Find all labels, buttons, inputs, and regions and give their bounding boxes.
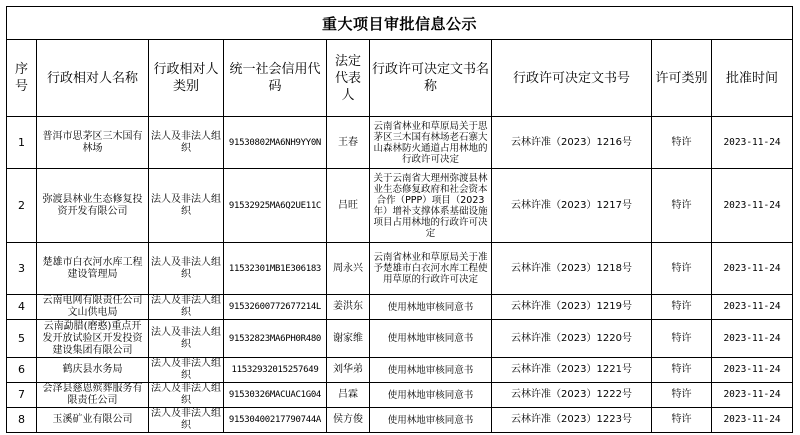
cell-category: 法人及非法人组织 — [149, 117, 224, 169]
table-row — [7, 117, 793, 169]
cell-name: 会泽县慈恩殡葬服务有限责任公司 — [37, 383, 149, 408]
cell-legal-rep: 刘华弟 — [327, 358, 370, 383]
table-row — [7, 169, 793, 243]
cell-index: 6 — [7, 358, 37, 383]
cell-credit-code: 91532600772677214L — [224, 295, 327, 320]
cell-name: 鹤庆县水务局 — [37, 358, 149, 383]
table-row — [7, 358, 793, 383]
cell-credit-code: 91530326MACUAC1G04 — [224, 383, 327, 408]
cell-permit-type: 特许 — [652, 117, 712, 169]
cell-credit-code: 91530400217790744A — [224, 408, 327, 433]
cell-index: 3 — [7, 243, 37, 295]
cell-doc-number: 云林许准（2023）1217号 — [492, 169, 652, 243]
cell-doc-number: 云林许准（2023）1219号 — [492, 295, 652, 320]
cell-permit-type: 特许 — [652, 408, 712, 433]
cell-legal-rep: 周永兴 — [327, 243, 370, 295]
cell-index: 1 — [7, 117, 37, 169]
cell-doc-name: 关于云南省大理州弥渡县林业生态修复政府和社会资本合作（PPP）项目（2023年）增补支撑体系基础设施项目占用林地的行政许可决定 — [370, 169, 492, 243]
header-row — [7, 40, 793, 117]
cell-category: 法人及非法人组织 — [149, 408, 224, 433]
header-doc-name: 行政许可决定文书名称 — [370, 40, 492, 117]
table-row — [7, 383, 793, 408]
cell-doc-number: 云林许准（2023）1221号 — [492, 358, 652, 383]
cell-index: 8 — [7, 408, 37, 433]
cell-doc-number: 云林许准（2023）1223号 — [492, 408, 652, 433]
header-credit-code: 统一社会信用代码 — [224, 40, 327, 117]
cell-credit-code: 11532932015257649 — [224, 358, 327, 383]
cell-approval-date: 2023-11-24 — [712, 243, 793, 295]
cell-approval-date: 2023-11-24 — [712, 358, 793, 383]
cell-approval-date: 2023-11-24 — [712, 320, 793, 358]
cell-permit-type: 特许 — [652, 295, 712, 320]
cell-approval-date: 2023-11-24 — [712, 169, 793, 243]
cell-approval-date: 2023-11-24 — [712, 408, 793, 433]
cell-category: 法人及非法人组织 — [149, 383, 224, 408]
cell-legal-rep: 王春 — [327, 117, 370, 169]
cell-name: 弥渡县林业生态修复投资开发有限公司 — [37, 169, 149, 243]
approval-table-sheet — [6, 6, 792, 433]
cell-index: 2 — [7, 169, 37, 243]
cell-category: 法人及非法人组织 — [149, 295, 224, 320]
table-row — [7, 320, 793, 358]
cell-doc-name: 使用林地审核同意书 — [370, 358, 492, 383]
table-row — [7, 243, 793, 295]
cell-category: 法人及非法人组织 — [149, 358, 224, 383]
cell-approval-date: 2023-11-24 — [712, 117, 793, 169]
cell-approval-date: 2023-11-24 — [712, 295, 793, 320]
cell-doc-number: 云林许准（2023）1220号 — [492, 320, 652, 358]
header-index: 序号 — [7, 40, 37, 117]
cell-credit-code: 91530802MA6NH9YY0N — [224, 117, 327, 169]
cell-index: 7 — [7, 383, 37, 408]
cell-credit-code: 11532301MB1E306183 — [224, 243, 327, 295]
cell-category: 法人及非法人组织 — [149, 320, 224, 358]
page-title: 重大项目审批信息公示 — [7, 7, 793, 40]
cell-permit-type: 特许 — [652, 169, 712, 243]
cell-permit-type: 特许 — [652, 320, 712, 358]
cell-doc-name: 使用林地审核同意书 — [370, 383, 492, 408]
cell-credit-code: 91532925MA6Q2UE11C — [224, 169, 327, 243]
cell-name: 普洱市思茅区三木国有林场 — [37, 117, 149, 169]
cell-name: 玉溪矿业有限公司 — [37, 408, 149, 433]
cell-permit-type: 特许 — [652, 383, 712, 408]
cell-credit-code: 91532823MA6PH0R480 — [224, 320, 327, 358]
cell-doc-name: 使用林地审核同意书 — [370, 295, 492, 320]
cell-approval-date: 2023-11-24 — [712, 383, 793, 408]
table-row — [7, 408, 793, 433]
header-legal-rep: 法定代表人 — [327, 40, 370, 117]
cell-permit-type: 特许 — [652, 358, 712, 383]
header-permit-type: 许可类别 — [652, 40, 712, 117]
cell-doc-number: 云林许准（2023）1222号 — [492, 383, 652, 408]
cell-legal-rep: 姜洪东 — [327, 295, 370, 320]
cell-doc-name: 云南省林业和草原局关于准予楚雄市白衣河水库工程使用草原的行政许可决定 — [370, 243, 492, 295]
cell-name: 云南电网有限责任公司文山供电局 — [37, 295, 149, 320]
cell-name: 云南勐腊(磨憨)重点开发开放试验区开发投资建设集团有限公司 — [37, 320, 149, 358]
header-doc-number: 行政许可决定文书号 — [492, 40, 652, 117]
cell-category: 法人及非法人组织 — [149, 243, 224, 295]
cell-permit-type: 特许 — [652, 243, 712, 295]
cell-doc-name: 云南省林业和草原局关于思茅区三木国有林场老石寨大山森林防火通道占用林地的行政许可决定 — [370, 117, 492, 169]
cell-index: 4 — [7, 295, 37, 320]
cell-doc-number: 云林许准（2023）1216号 — [492, 117, 652, 169]
cell-index: 5 — [7, 320, 37, 358]
approval-table — [6, 6, 793, 433]
cell-legal-rep: 谢家维 — [327, 320, 370, 358]
cell-doc-name: 使用林地审核同意书 — [370, 320, 492, 358]
cell-legal-rep: 侯方俊 — [327, 408, 370, 433]
cell-doc-name: 使用林地审核同意书 — [370, 408, 492, 433]
cell-name: 楚雄市白衣河水库工程建设管理局 — [37, 243, 149, 295]
header-name: 行政相对人名称 — [37, 40, 149, 117]
header-category: 行政相对人类别 — [149, 40, 224, 117]
cell-category: 法人及非法人组织 — [149, 169, 224, 243]
cell-doc-number: 云林许准（2023）1218号 — [492, 243, 652, 295]
cell-legal-rep: 吕旺 — [327, 169, 370, 243]
header-approval-date: 批准时间 — [712, 40, 793, 117]
cell-legal-rep: 吕霖 — [327, 383, 370, 408]
table-row — [7, 295, 793, 320]
